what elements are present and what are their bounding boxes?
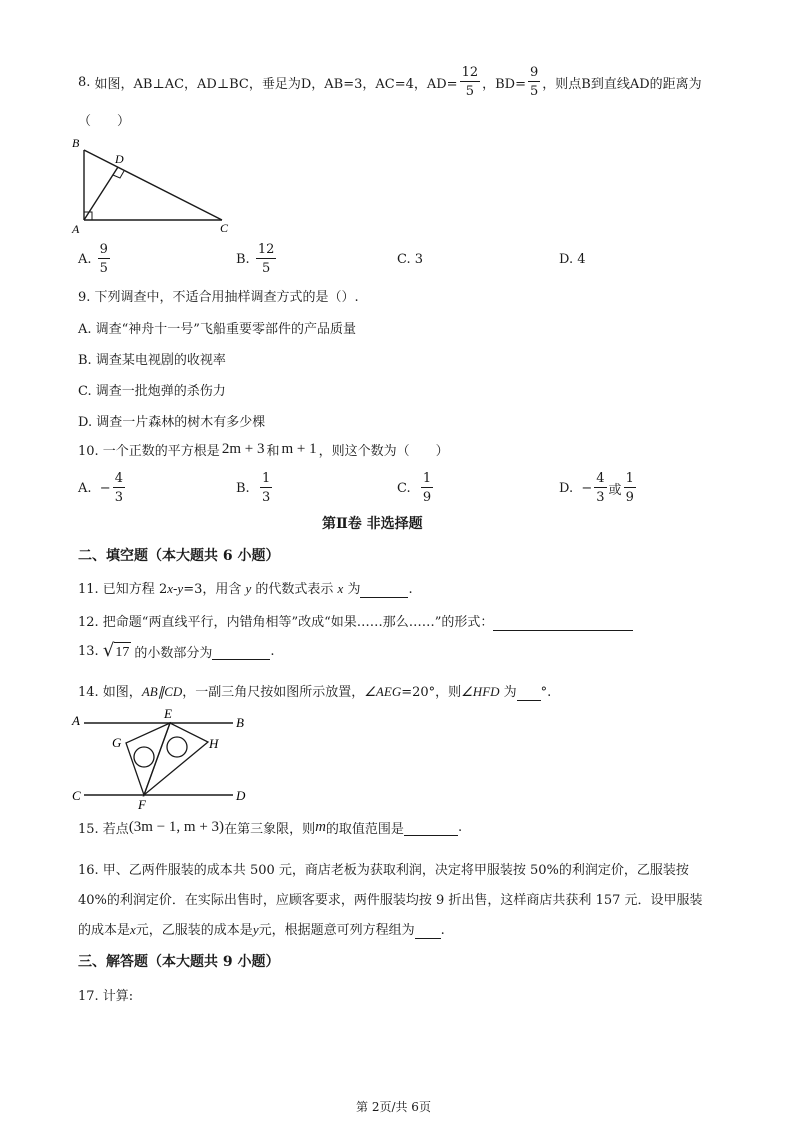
q11-y2: y xyxy=(245,581,252,596)
label-a: A xyxy=(72,713,80,728)
q10-option-c-num: 1 xyxy=(422,471,432,486)
q15 xyxy=(78,818,462,837)
q12-answer-blank[interactable] xyxy=(493,615,633,631)
q8-option-b-num: 12 xyxy=(257,242,275,257)
q14-d: ∠AEG xyxy=(364,684,402,699)
q8-option-b xyxy=(236,240,278,278)
circle-hole-2 xyxy=(167,737,187,757)
q10-option-b xyxy=(236,468,274,508)
q8-ad-den: 5 xyxy=(465,84,474,99)
q10-option-a-sign: − xyxy=(99,480,111,496)
q11 xyxy=(78,578,413,598)
q16-x: x xyxy=(130,922,136,937)
label-b: B xyxy=(72,136,80,150)
q13-text: 的小数部分为 xyxy=(134,646,213,661)
page-footer: 第 2页/共 6页 xyxy=(356,1100,431,1114)
label-f: F xyxy=(138,797,146,810)
q16-line3b: 元，乙服装的成本是 xyxy=(135,923,253,938)
q10-option-c-fraction xyxy=(421,472,433,504)
q10-option-c xyxy=(397,468,435,508)
q8-figure xyxy=(68,134,238,236)
q11-e: 为 xyxy=(343,582,361,597)
q8-option-c xyxy=(397,252,423,267)
q12-text: 12. 把命题“两直线平行，内错角相等”改成“如果……那么……”的形式： xyxy=(78,615,494,630)
q8-text-c: ，则点B到直线AD的距离为 xyxy=(542,76,702,92)
q9-option-d: D. 调查一片森林的树木有多少棵 xyxy=(78,415,266,430)
q10-option-a-letter: A. xyxy=(78,480,92,496)
q11-x2: x xyxy=(337,581,344,596)
q16-line2: 40%的利润定价．在实际出售时，应顾客要求，两件服装均按 9 折出售，这样商店共获利 157 元．设甲服装 xyxy=(78,893,703,908)
q10-pre: 10. 一个正数的平方根是 xyxy=(78,444,220,459)
q14-f: ∠HFD xyxy=(461,684,500,699)
q8-paren: （ ） xyxy=(78,114,131,129)
q14-answer-blank[interactable] xyxy=(517,685,541,701)
q10-option-c-den: 9 xyxy=(422,490,432,505)
q11-y: y xyxy=(177,581,184,596)
label-g: G xyxy=(112,735,122,750)
q14-e: =20°，则 xyxy=(401,685,462,700)
triangle-set-square-2 xyxy=(126,723,170,795)
q14-b: AB∥CD xyxy=(141,684,183,699)
q16-line1: 16. 甲、乙两件服装的成本共 500 元，商店老板为获取利润，决定将甲服装按 50%的利润定价，乙服装按 xyxy=(78,863,689,878)
q14-a: 14. 如图， xyxy=(78,685,142,700)
q8-number: 8. xyxy=(78,74,91,90)
q8-ad-num: 12 xyxy=(461,65,479,80)
q14-figure xyxy=(68,706,258,810)
q11-a: 11. 已知方程 2 xyxy=(78,582,168,597)
q14-g: 为 xyxy=(499,685,517,700)
q10-option-a xyxy=(78,468,127,508)
q15-c: 的取值范围是 xyxy=(325,822,404,837)
q10-option-d-den2: 9 xyxy=(625,490,634,505)
q8-option-a-fraction xyxy=(98,243,110,275)
q13 xyxy=(78,642,274,661)
q8-option-b-fraction xyxy=(256,243,277,275)
q11-b: - xyxy=(173,582,178,597)
circle-hole-1 xyxy=(134,747,154,767)
q10-option-d-fraction2 xyxy=(624,472,636,504)
q9-stem: 9. 下列调查中，不适合用抽样调查方式的是（）. xyxy=(78,290,359,305)
q10-option-c-letter: C. xyxy=(397,480,411,496)
q11-c: =3，用含 xyxy=(183,582,246,597)
q15-answer-blank[interactable] xyxy=(404,820,458,836)
q8-option-a xyxy=(78,240,112,278)
q9-option-a: A. 调查“神舟十一号”飞船重要零部件的产品质量 xyxy=(78,322,356,337)
line-bc xyxy=(84,150,222,220)
q10-option-d-num2: 1 xyxy=(625,471,634,486)
q8-option-d xyxy=(559,252,586,267)
label-d: D xyxy=(115,152,124,166)
q8-stem xyxy=(78,62,702,102)
q15-end: . xyxy=(457,820,463,835)
q10-option-d-sign: − xyxy=(581,480,593,496)
label-c: C xyxy=(220,221,229,235)
q10-option-a-den: 3 xyxy=(114,490,123,505)
q10-option-d-letter: D. xyxy=(559,480,574,496)
label-e: E xyxy=(164,706,172,721)
q15-point: (3m − 1, m + 3) xyxy=(128,819,225,835)
q8-option-d-text: 4 xyxy=(577,252,586,267)
q10-expr2: m + 1 xyxy=(281,441,317,457)
q10-option-d-den1: 3 xyxy=(596,490,605,505)
q8-option-a-num: 9 xyxy=(99,242,108,257)
q16-line3 xyxy=(78,919,445,939)
q13-radicand: 17 xyxy=(114,642,131,661)
q14 xyxy=(78,681,551,701)
q13-num: 13. xyxy=(78,644,99,659)
label-a: A xyxy=(72,222,80,236)
q10-option-a-fraction xyxy=(113,472,125,504)
section3-heading: 三、解答题（本大题共 9 小题） xyxy=(78,954,280,970)
q10-option-b-letter: B. xyxy=(236,480,250,496)
q10-expr1: 2m + 3 xyxy=(221,441,265,457)
q8-option-b-letter: B. xyxy=(236,251,250,267)
q8-text-b: ，BD= xyxy=(482,76,526,92)
q13-answer-blank[interactable] xyxy=(212,644,270,660)
q10-option-d-num1: 4 xyxy=(596,471,605,486)
q10-post: ，则这个数为（ ） xyxy=(318,444,449,459)
q8-text-a: 如图，AB⊥AC，AD⊥BC，垂足为D，AB=3，AC=4，AD= xyxy=(94,76,458,92)
q8-option-d-letter: D. xyxy=(559,252,574,267)
q12 xyxy=(78,611,633,631)
q17: 17. 计算: xyxy=(78,989,134,1004)
label-d: D xyxy=(236,788,246,803)
q13-sqrt xyxy=(103,642,131,661)
q11-x: x xyxy=(167,581,173,596)
q10-option-d-or: 或 xyxy=(608,482,622,498)
q8-bd-num: 9 xyxy=(529,65,539,80)
q16-line3c: 元，根据题意可列方程组为 xyxy=(258,923,415,938)
q10-option-d xyxy=(559,468,638,508)
label-c: C xyxy=(72,788,81,803)
q13-end: . xyxy=(270,644,275,659)
q9-option-b: B. 调查某电视剧的收视率 xyxy=(78,353,226,368)
part2-title: 第Ⅱ卷 非选择题 xyxy=(322,516,423,532)
q10-option-b-fraction xyxy=(260,472,272,504)
q10-option-b-den: 3 xyxy=(261,490,271,505)
q15-a: 15. 若点 xyxy=(78,822,129,837)
q8-option-b-den: 5 xyxy=(261,261,271,276)
q10-option-a-num: 4 xyxy=(114,471,123,486)
q10-mid: 和 xyxy=(266,444,280,459)
q11-d: 的代数式表示 xyxy=(251,582,338,597)
q14-h: °. xyxy=(540,685,552,700)
q16-end: . xyxy=(440,923,445,938)
q11-answer-blank[interactable] xyxy=(360,582,408,598)
q10-option-d-fraction1 xyxy=(594,472,606,504)
q16-line3a: 的成本是 xyxy=(78,923,131,938)
q8-ad-fraction xyxy=(460,66,481,98)
label-b: B xyxy=(236,715,244,730)
q10-option-b-num: 1 xyxy=(261,471,271,486)
q16-y: y xyxy=(252,922,259,937)
label-h: H xyxy=(209,736,219,751)
section2-heading: 二、填空题（本大题共 6 小题） xyxy=(78,548,280,564)
q8-option-a-letter: A. xyxy=(78,251,92,267)
q11-f: . xyxy=(408,582,413,597)
q15-m: m xyxy=(315,819,326,835)
q8-bd-den: 5 xyxy=(529,84,539,99)
sqrt-icon: √ xyxy=(102,640,115,661)
q15-b: 在第三象限，则 xyxy=(224,822,316,837)
q16-answer-blank[interactable] xyxy=(415,923,441,939)
q9-option-c: C. 调查一批炮弹的杀伤力 xyxy=(78,384,226,399)
q14-c: ，一副三角尺按如图所示放置， xyxy=(182,685,365,700)
q10-stem xyxy=(78,440,449,459)
q8-option-a-den: 5 xyxy=(99,261,108,276)
q8-bd-fraction xyxy=(528,66,540,98)
q8-option-c-text: 3 xyxy=(414,252,424,267)
q8-option-c-letter: C. xyxy=(397,252,411,267)
